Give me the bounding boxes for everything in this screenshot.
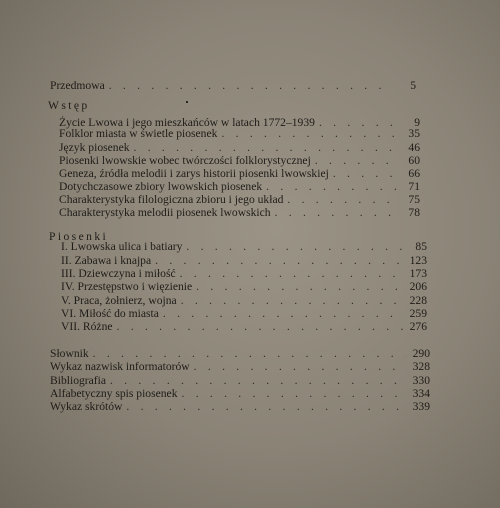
- dot-leader: [177, 294, 403, 308]
- entry-page: 5: [410, 79, 416, 92]
- toc-entry: [61, 280, 427, 294]
- dot-leader: [89, 347, 406, 361]
- toc-entry: [50, 347, 430, 361]
- dot-leader: [151, 254, 403, 268]
- toc-entry-preface: [50, 79, 416, 93]
- dot-leader: [262, 180, 396, 194]
- entry-title: IV. Przestępstwo i więzienie: [61, 280, 193, 293]
- dot-leader: [283, 193, 396, 207]
- entry-page: 75: [408, 193, 420, 206]
- entry-page: 123: [409, 254, 427, 267]
- entry-title: Charakterystyka filologiczna zbioru i jego układ: [59, 193, 284, 206]
- entry-title: Życie Lwowa i jego mieszkańców w latach 1772–1939: [59, 116, 315, 129]
- entry-title: Alfabetyczny spis piosenek: [50, 387, 178, 400]
- entry-page: 9: [414, 116, 420, 129]
- entry-title: Charakterystyka melodii piosenek lwowskich: [59, 206, 271, 219]
- entry-page: 71: [408, 180, 420, 193]
- toc-entry: [61, 254, 427, 268]
- entry-page: 328: [412, 360, 430, 373]
- entry-title: VII. Różne: [61, 320, 113, 333]
- dot-leader: [329, 167, 396, 181]
- entry-page: 66: [408, 167, 420, 180]
- dot-leader: [176, 267, 403, 281]
- toc-entry: [59, 127, 420, 141]
- ink-speck: [186, 101, 188, 103]
- toc-entry: [59, 154, 420, 168]
- dot-leader: [130, 141, 396, 155]
- entry-page: 173: [409, 267, 427, 280]
- entry-page: 85: [415, 240, 427, 253]
- toc-entry: [61, 240, 427, 254]
- entry-page: 259: [409, 307, 427, 320]
- entry-title: Słownik: [50, 347, 89, 360]
- entry-title: Przedmowa: [50, 79, 105, 92]
- dot-leader: [192, 280, 403, 294]
- entry-page: 46: [408, 141, 420, 154]
- entry-page: 290: [412, 347, 430, 360]
- toc-entry: [59, 167, 420, 181]
- toc-entry: [61, 320, 427, 334]
- dot-leader: [311, 154, 396, 168]
- toc-entry: [50, 374, 430, 388]
- toc-entry: [61, 307, 427, 321]
- entry-title: VI. Miłość do miasta: [61, 307, 159, 320]
- entry-title: Język piosenek: [59, 141, 130, 154]
- toc-entry: [59, 141, 420, 155]
- dot-leader: [113, 320, 403, 334]
- entry-title: Geneza, źródła melodii i zarys historii piosenki lwowskiej: [59, 167, 329, 180]
- entry-page: 334: [412, 387, 430, 400]
- toc-entry: [59, 193, 420, 207]
- entry-title: Piosenki lwowskie wobec twórczości folklorystycznej: [59, 154, 311, 167]
- entry-page: 60: [408, 154, 420, 167]
- entry-title: III. Dziewczyna i miłość: [61, 267, 176, 280]
- entry-page: 78: [408, 206, 420, 219]
- entry-title: Wykaz nazwisk informatorów: [50, 360, 190, 373]
- dot-leader: [182, 240, 403, 254]
- entry-title: Wykaz skrótów: [50, 400, 123, 413]
- toc-entry: [59, 180, 420, 194]
- section-heading-songs: Piosenki: [49, 230, 109, 243]
- entry-title: Folklor miasta w świetle piosenek: [59, 127, 218, 140]
- entry-page: 35: [408, 127, 420, 140]
- dot-leader: [271, 206, 396, 220]
- entry-title: II. Zabawa i knajpa: [61, 254, 152, 267]
- toc-entry: [50, 400, 430, 414]
- entry-title: Bibliografia: [50, 374, 107, 387]
- section-heading-intro: Wstęp: [48, 99, 90, 112]
- toc-entry: [50, 387, 430, 401]
- toc-entry: [61, 294, 427, 308]
- dot-leader: [122, 400, 406, 414]
- entry-page: 206: [409, 280, 427, 293]
- toc-entry: [61, 267, 427, 281]
- entry-title: V. Praca, żołnierz, wojna: [61, 294, 177, 307]
- dot-leader: [217, 127, 396, 141]
- entry-title: I. Lwowska ulica i batiary: [61, 240, 183, 253]
- dot-leader: [105, 79, 392, 93]
- dot-leader: [178, 387, 407, 401]
- toc-entry: [50, 360, 430, 374]
- dot-leader: [159, 307, 403, 321]
- entry-page: 330: [412, 374, 430, 387]
- entry-page: 339: [412, 400, 430, 413]
- toc-entry: [59, 206, 420, 220]
- dot-leader: [106, 374, 406, 388]
- entry-title: Dotychczasowe zbiory lwowskich piosenek: [59, 180, 263, 193]
- entry-page: 228: [409, 294, 427, 307]
- dot-leader: [190, 360, 406, 374]
- entry-page: 276: [409, 320, 427, 333]
